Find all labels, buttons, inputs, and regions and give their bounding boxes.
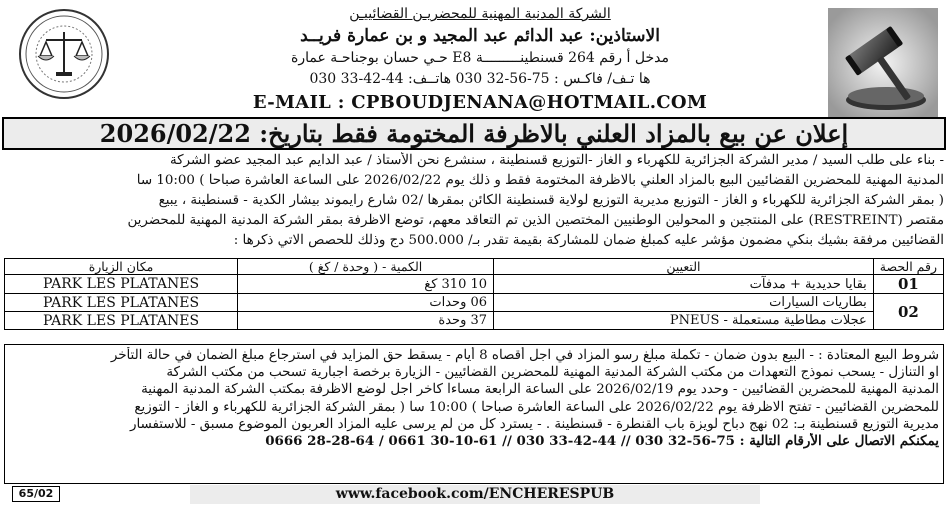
- lot-description: عجلات مطاطية مستعملة - PNEUS: [494, 312, 874, 330]
- company-name: الشركة المدنية المهنية للمحضريـن القضائييـن: [349, 6, 611, 22]
- lot-quantity: 37 وحدة: [238, 312, 494, 330]
- lot-visit-place: PARK LES PLATANES: [5, 312, 238, 330]
- contact-email: E-MAIL : CPBOUDJENANA@HOTMAIL.COM: [252, 92, 708, 113]
- lot-visit-place: PARK LES PLATANES: [5, 294, 238, 312]
- contact-numbers-line: يمكنكم الاتصال على الأرقام التالية : 75-56-32 030 // 44-42-33 030 // 61-10-30 0661 / 64-28-28 0666: [265, 433, 939, 450]
- table-row: [5, 275, 944, 294]
- lawyers-names: الاستاذين: عبد الدائم عبد المجيد و بن عمارة فريــد: [300, 26, 660, 46]
- lot-number: 02: [873, 294, 943, 330]
- conditions-line: شروط البيع المعتادة : - البيع بدون ضمان - تكملة مبلغ رسو المزاد في اجل أقصاه 8 أيام - يسقط حق المزايد في استرجاع مبلغ الضمان في حالة التأخر: [110, 348, 939, 363]
- lot-description: بقايا حديدية + مدفآت: [494, 275, 874, 294]
- intro-line: - بناء على طلب السيد / مدير الشركة الجزائرية للكهرباء و الغاز -التوزيع قسنطينة ، سنشرع نحن الأستاذ / عبد الدايم عبد المجيد عضو الشركة: [169, 153, 944, 168]
- office-address: مدخل أ رقم 264 قسنطينـــــــــة E8 حـي حسان بوجناحـة عمارة: [291, 50, 669, 66]
- gavel-icon: [828, 8, 938, 118]
- lot-quantity: 06 وحدات: [238, 294, 494, 312]
- scales-of-justice-seal-icon: [18, 8, 110, 100]
- notice-code: 65/02: [12, 486, 60, 502]
- intro-line: القضائيين مرفقة بشيك بنكي مضمون مؤشر عليه كمبلغ ضمان للمشاركة بقيمة تقدر بـ/ 500.000 دج وذلك للحصص الاتي ذكرها :: [233, 233, 944, 248]
- facebook-url: www.facebook.com/ENCHERESPUB: [190, 485, 760, 504]
- intro-line: ( بمقر الشركة الجزائرية للكهرباء و الغاز - التوزيع مديرية التوزيع لولاية قسنطينة الكائن بمقرها /02 شارع رايموند بيشار الكدية - قسنطينة ، يبيع: [158, 193, 944, 208]
- table-row: [5, 312, 944, 330]
- lot-visit-place: PARK LES PLATANES: [5, 275, 238, 294]
- header-lot-number: رقم الحصة: [873, 259, 943, 275]
- header-quantity: الكمية - ( وحدة / كغ ): [238, 259, 494, 275]
- intro-line: مقتصر (RESTREINT) على المنتجين و المحولين الوطنيين المختصين الذين تم التعاقد معهم، توضع الاظرفة بمقر الشركة المدنية المهنية للمحضرين: [127, 213, 944, 228]
- table-header-row: [5, 259, 944, 275]
- header-visit-place: مكان الزيارة: [5, 259, 238, 275]
- lot-number: 01: [873, 275, 943, 294]
- notice-title: إعلان عن بيع بالمزاد العلني بالاظرفة المختومة فقط بتاريخ: 2026/02/22: [2, 117, 946, 150]
- lot-description: بطاريات السيارات: [494, 294, 874, 312]
- intro-line: المدنية المهنية للمحضرين القضائيين البيع بالمزاد العلني بالاظرفة المختومة فقط و ذلك يوم 2026/02/22 على الساعة العاشرة صباحا ) 10:00 سا: [136, 173, 944, 188]
- lot-quantity: 10 310 كغ: [238, 275, 494, 294]
- sale-conditions: [4, 344, 944, 484]
- conditions-line: للمحضرين القضائيين - تفتح الاظرفة يوم 2026/02/22 على الساعة العاشرة صباحا ) 10:00 سا ( بمقر الشركة الجزائرية للكهرباء و الغاز - التوزيع: [134, 399, 939, 415]
- table-row: [5, 294, 944, 312]
- phone-numbers: ها تـف/ فاكـس : 75-56-32 030 هاتــف: 44-42-33 030: [309, 71, 651, 87]
- conditions-line: مديرية التوزيع قسنطينة بـ: 02 نهج دباح لويزة باب القنطرة - قسنطينة . - يسترد كل من لم يرسى عليه المزاد العربون الموضوع مسبق - للاستفسار: [129, 416, 939, 432]
- header-description: التعيين: [494, 259, 874, 275]
- conditions-line: او التنازل - يسحب نموذج التعهدات من مكتب الشركة المدنية المهنية للمحضرين القضائيين - الزيارة برخصة اجبارية تسحب من مكتب الشركة: [166, 365, 939, 381]
- conditions-line: المدنية المهنية للمحضرين القضائيين - وحدد يوم 2026/02/19 على الساعة الرابعة مساءا كاخر اجل لوضع الاظرفة بمكتب الشركة المدنية المهنية: [141, 382, 939, 398]
- lots-table: [4, 258, 944, 330]
